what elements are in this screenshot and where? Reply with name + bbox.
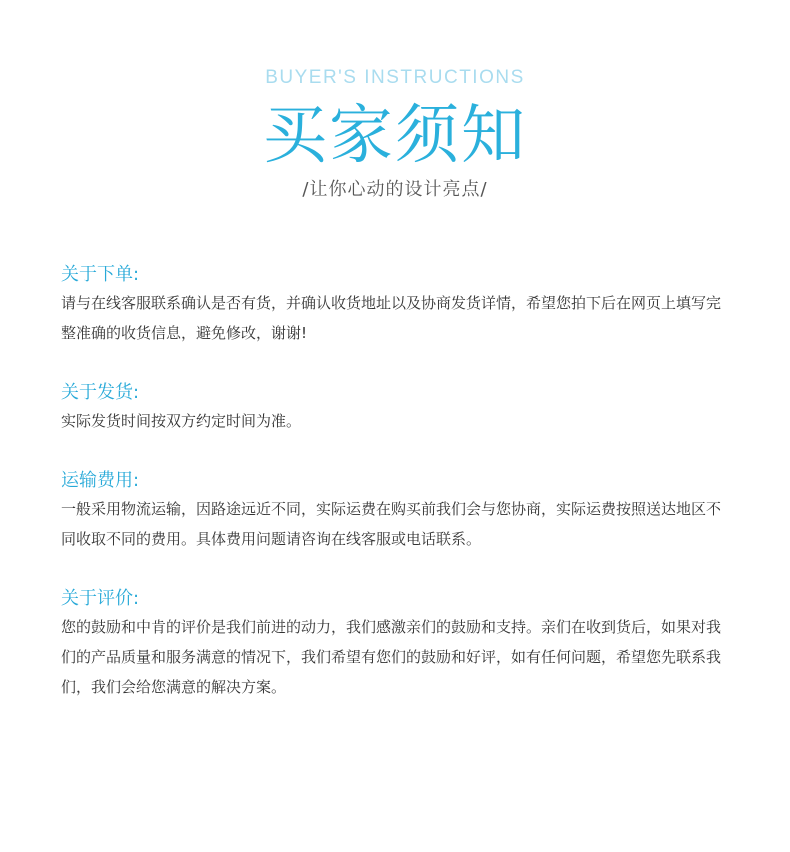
english-subtitle: BUYER'S INSTRUCTIONS: [265, 67, 525, 88]
section-ordering: [61, 262, 731, 348]
section-shipping: [61, 380, 731, 436]
tagline: /让你心动的设计亮点/: [302, 179, 488, 200]
section-body: 您的鼓励和中肯的评价是我们前进的动力，我们感激亲们的鼓励和支持。亲们在收到货后，如果对我们的产品质量和服务满意的情况下，我们希望有您们的鼓励和好评，如有任何问题，希望您先联系我们，我们会给您满意的解决方案。: [61, 618, 722, 696]
section-title: 关于下单:: [61, 264, 140, 285]
section-reviews: [61, 586, 731, 702]
section-title: 关于评价:: [61, 588, 140, 609]
section-title: 关于发货:: [61, 382, 140, 403]
section-body: 实际发货时间按双方约定时间为准。: [61, 412, 302, 430]
section-body: 一般采用物流运输，因路途远近不同，实际运费在购买前我们会与您协商，实际运费按照送达地区不同收取不同的费用。具体费用问题请咨询在线客服或电话联系。: [61, 500, 722, 548]
page-title: 买家须知: [263, 99, 527, 173]
section-body: 请与在线客服联系确认是否有货，并确认收货地址以及协商发货详情，希望您拍下后在网页上填写完整准确的收货信息，避免修改，谢谢!: [61, 294, 722, 342]
section-title: 运输费用:: [61, 470, 140, 491]
section-freight: [61, 468, 731, 554]
